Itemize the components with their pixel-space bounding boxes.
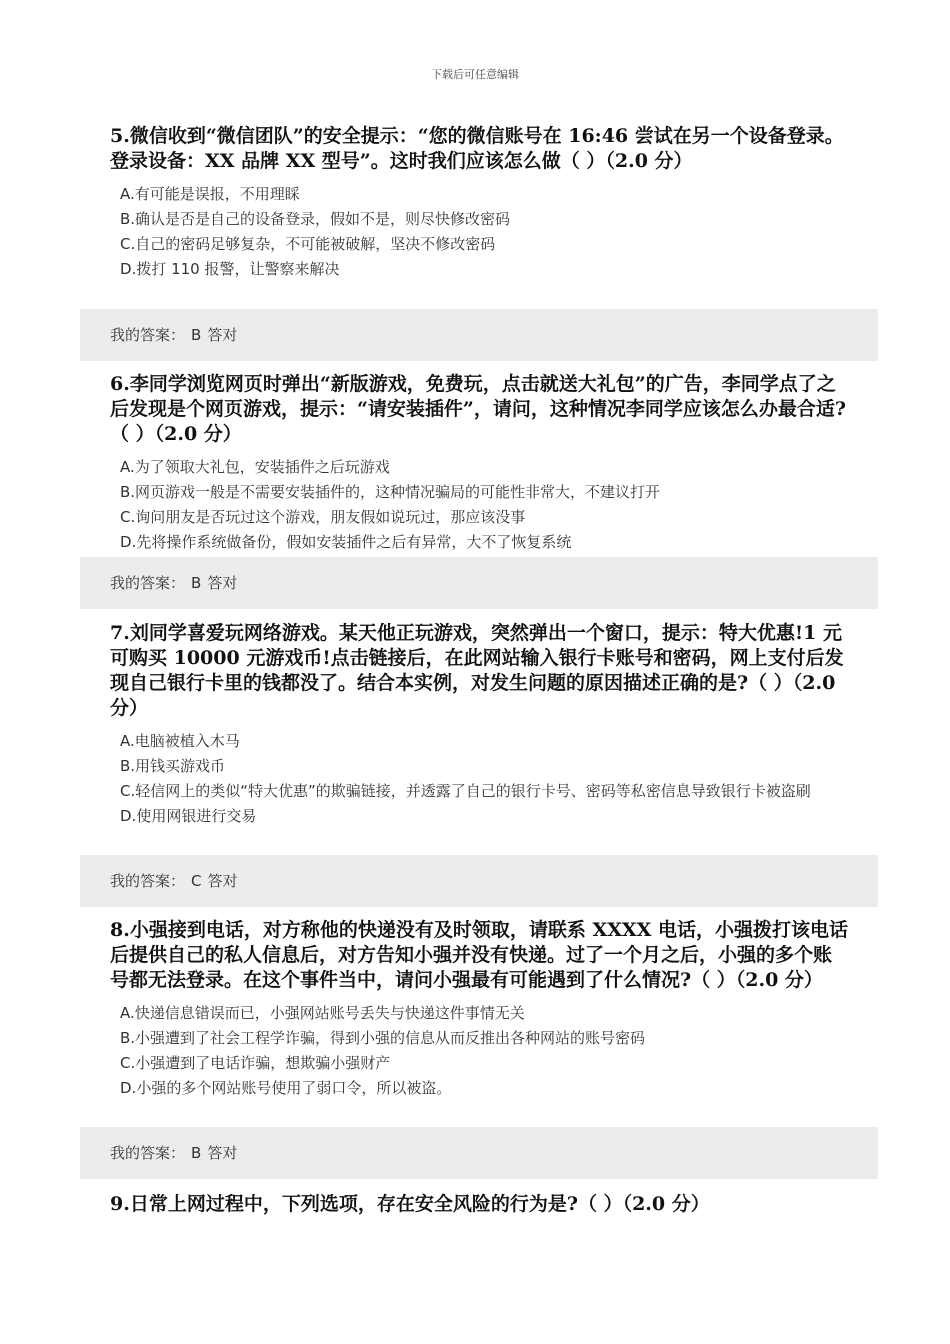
answer-bar [80,309,878,361]
option-list [110,729,850,829]
option-b: B.用钱买游戏币 [120,757,226,775]
option-list [110,1001,850,1101]
answer-bar [80,855,878,907]
option-b: B.网页游戏一般是不需要安装插件的，这种情况骗局的可能性非常大，不建议打开 [120,483,661,501]
question-6 [110,372,850,555]
question-title: 8.小强接到电话，对方称他的快递没有及时领取，请联系 XXXX 电话，小强拨打该电话后提供自己的私人信息后，对方告知小强并没有快递。过了一个月之后，小强的多个账号都无法登录。在这个事件当中，请问小强最有可能遇到了什么情况?（ ）（2.0 分） [110,919,849,991]
option-a: A.为了领取大礼包，安装插件之后玩游戏 [120,458,390,476]
option-c: C.小强遭到了电话诈骗，想欺骗小强财产 [120,1054,391,1072]
answer-bar [80,557,878,609]
answer-status: 答对 [207,574,238,592]
question-7 [110,621,850,829]
answer-status: 答对 [207,872,238,890]
option-a: A.有可能是误报，不用理睬 [120,185,300,203]
answer-value: B [191,326,202,344]
option-d: D.拨打 110 报警，让警察来解决 [120,260,340,278]
question-title: 7.刘同学喜爱玩网络游戏。某天他正玩游戏，突然弹出一个窗口，提示：特大优惠!1 元可购买 10000 元游戏币!点击链接后，在此网站输入银行卡账号和密码，网上支付后发现自己银行卡里的钱都没了。结合本实例，对发生问题的原因描述正确的是?（ ）（2.0 分） [110,622,844,719]
option-d: D.先将操作系统做备份，假如安装插件之后有异常，大不了恢复系统 [120,533,572,551]
question-5 [110,124,850,282]
question-title: 5.微信收到“微信团队”的安全提示：“您的微信账号在 16:46 尝试在另一个设备登录。登录设备：XX 品牌 XX 型号”。这时我们应该怎么做（ ）（2.0 分） [110,125,844,172]
option-d: D.小强的多个网站账号使用了弱口令，所以被盗。 [120,1079,452,1097]
answer-status: 答对 [207,1144,238,1162]
answer-value: B [191,1144,202,1162]
answer-label: 我的答案： [110,1144,186,1162]
answer-value: B [191,574,202,592]
answer-label: 我的答案： [110,872,186,890]
question-9 [110,1192,850,1217]
option-d: D.使用网银进行交易 [120,807,257,825]
page-header: 下载后可任意编辑 [431,68,519,81]
option-b: B.小强遭到了社会工程学诈骗，得到小强的信息从而反推出各种网站的账号密码 [120,1029,646,1047]
answer-label: 我的答案： [110,326,186,344]
answer-label: 我的答案： [110,574,186,592]
answer-status: 答对 [207,326,238,344]
question-title: 6.李同学浏览网页时弹出“新版游戏，免费玩，点击就送大礼包”的广告，李同学点了之后发现是个网页游戏，提示：“请安装插件”，请问，这种情况李同学应该怎么办最合适?（ ）（2.0 分） [110,373,846,445]
option-a: A.快递信息错误而已，小强网站账号丢失与快递这件事情无关 [120,1004,525,1022]
option-c: C.询问朋友是否玩过这个游戏，朋友假如说玩过，那应该没事 [120,508,526,526]
option-b: B.确认是否是自己的设备登录，假如不是，则尽快修改密码 [120,210,511,228]
option-c: C.自己的密码足够复杂，不可能被破解，坚决不修改密码 [120,235,496,253]
answer-bar [80,1127,878,1179]
answer-value: C [191,872,202,890]
option-list [110,455,850,555]
option-a: A.电脑被植入木马 [120,732,240,750]
option-list [110,182,850,282]
question-title: 9.日常上网过程中，下列选项，存在安全风险的行为是?（ ）（2.0 分） [110,1193,710,1215]
option-c: C.轻信网上的类似“特大优惠”的欺骗链接，并透露了自己的银行卡号、密码等私密信息导致银行卡被盗刷 [120,782,811,800]
question-8 [110,918,850,1101]
